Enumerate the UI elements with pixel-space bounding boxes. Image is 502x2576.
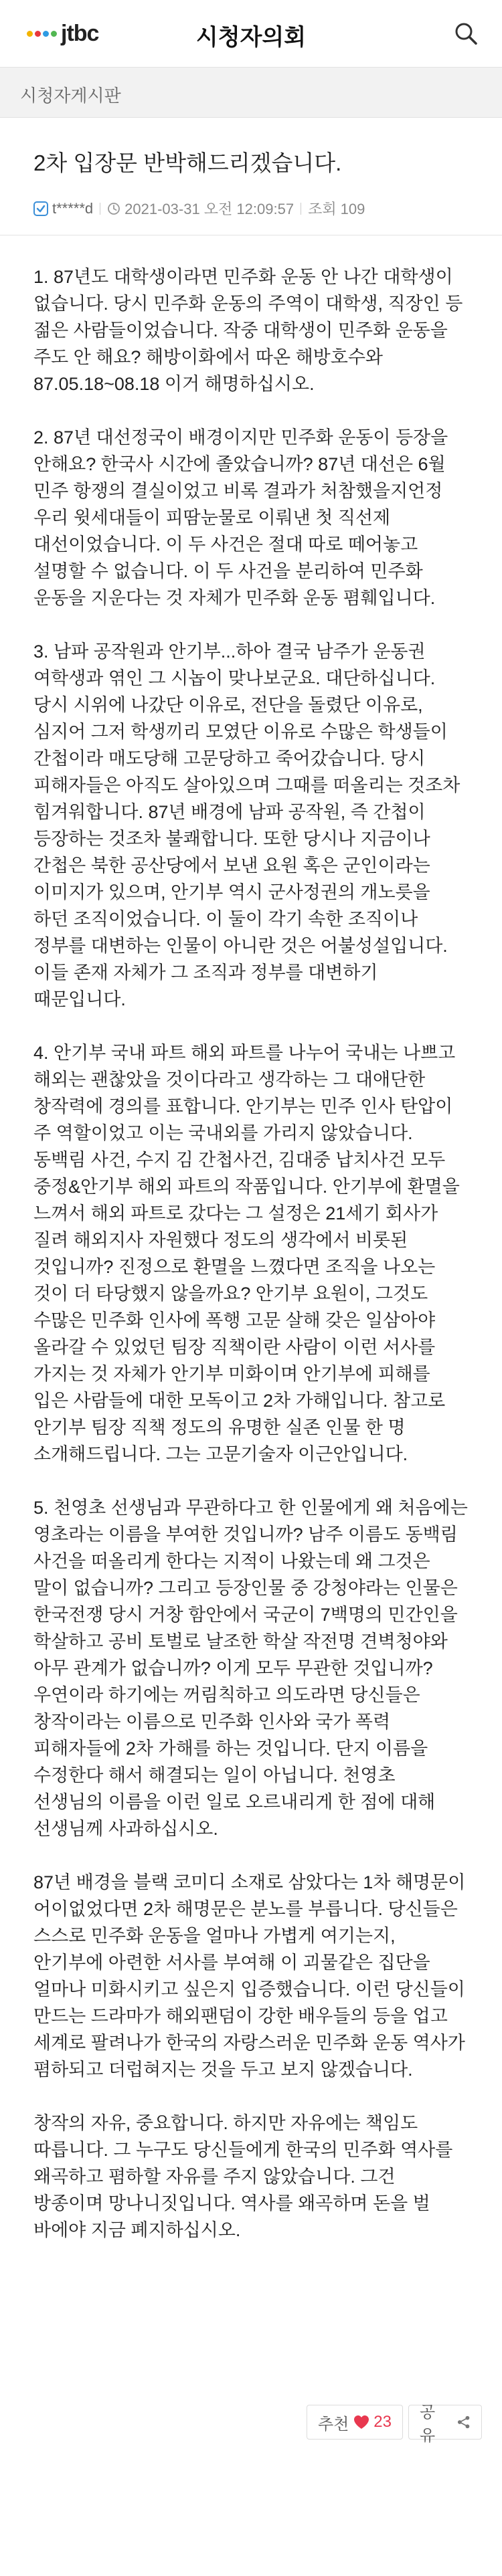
user-badge-icon xyxy=(33,201,48,216)
post-paragraph: 1. 87년도 대학생이라면 민주화 운동 안 나간 대학생이 없습니다. 당시 민주화 운동의 주역이 대학생, 직장인 등 젊은 사람들이었습니다. 작중 대학생이 민주화 운동을 주도 안 해요? 해방이화에서 따온 해방호수와 87.05.18~08.18 이거 해명하십시오. xyxy=(33,267,463,394)
post-paragraph: 2. 87년 대선정국이 배경이지만 민주화 운동이 등장을 안해요? 한국사 시간에 졸았습니까? 87년 대선은 6월 민주 항쟁의 결실이었고 비록 결과가 처참했을지언정 우리 윗세대들이 피땀눈물로 이뤄낸 첫 직선제 대선이었습니다. 이 두 사건은 절대 따로 떼어놓고 설명할 수 없습니다. 이 두 사건을 분리하여 민주화 운동을 지운다는 것 자체가 민주화 운동 폄훼입니다. xyxy=(33,427,448,608)
share-icon xyxy=(456,2415,471,2430)
post-container xyxy=(0,118,502,2576)
board-breadcrumb xyxy=(0,68,502,118)
post-paragraph: 3. 남파 공작원과 안기부...하아 결국 남주가 운동권 여학생과 엮인 그 시놉이 맞나보군요. 대단하십니다. 당시 시위에 나갔단 이유로, 전단을 돌렸단 이유로, 심지어 그저 학생끼리 모였단 이유로 수많은 학생들이 간첩이라 매도당해 고문당하고 죽어갔습니다. 당시 피해자들은 아직도 살아있으며 그때를 떠올리는 것조차 힘겨워합니다. 87년 배경에 남파 공작원, 즉 간첩이 등장하는 것조차 불쾌합니다. 또한 당시나 지금이나 간첩은 북한 공산당에서 보낸 요원 혹은 군인이라는 이미지가 있으며, 안기부 역시 군사정권의 개노릇을 하던 조직이었습니다. 이 둘이 각기 속한 조직이나 정부를 대변하는 인물이 아니란 것은 어불성설입니다. 이들 존재 자체가 그 조직과 정부를 대변하기 때문입니다. xyxy=(33,641,461,1009)
post-paragraph: 87년 배경을 블랙 코미디 소재로 삼았다는 1차 해명문이 어이없었다면 2차 해명문은 분노를 부릅니다. 당신들은 스스로 민주화 운동을 얼마나 가볍게 여기는지, 안기부에 아련한 서사를 부여해 이 괴물같은 집단을 얼마나 미화시키고 싶은지 입증했습니다. 이런 당신들이 만드는 드라마가 해외팬덤이 강한 배우들의 등을 업고 세계로 팔려나가 한국의 자랑스러운 민주화 운동 역사가 폄하되고 더럽혀지는 것을 두고 보지 않겠습니다. xyxy=(33,1872,466,2080)
top-app-bar xyxy=(0,0,502,68)
logo-text: jtbc xyxy=(61,20,99,46)
share-label: 공유 xyxy=(420,2403,436,2445)
post-views: 조회 109 xyxy=(308,201,365,217)
post-body xyxy=(33,264,470,2270)
clock-icon xyxy=(107,202,120,215)
heart-icon xyxy=(353,2414,370,2430)
like-count: 23 xyxy=(373,2413,392,2431)
search-button[interactable] xyxy=(452,20,479,47)
app-title: 시청자의회 xyxy=(195,25,307,50)
board-name-link[interactable]: 시청자게시판 xyxy=(20,86,121,106)
search-icon xyxy=(452,20,479,47)
post-paragraph: 창작의 자유, 중요합니다. 하지만 자유에는 책임도 따릅니다. 그 누구도 당신들에게 한국의 민주화 역사를 왜곡하고 폄하할 자유를 주지 않았습니다. 그건 방종이며 망나니짓입니다. 역사를 왜곡하며 돈을 벌 바에야 지금 폐지하십시오. xyxy=(33,2113,453,2240)
post-date: 2021-03-31 오전 12:09:57 xyxy=(124,201,295,217)
post-author[interactable]: t*****d xyxy=(52,199,94,217)
post-actions xyxy=(307,2403,482,2445)
post-title: 2차 입장문 반박해드리겠습니다. xyxy=(33,151,342,175)
like-label: 추천 xyxy=(318,2415,349,2434)
post-paragraph: 5. 천영초 선생님과 무관하다고 한 인물에게 왜 처음에는 영초라는 이름을 부여한 것입니까? 남주 이름도 동백림 사건을 떠올리게 한다는 지적이 나왔는데 왜 그것은 말이 없습니까? 그리고 등장인물 중 강청야라는 인물은 한국전쟁 당시 거창 함안에서 국군이 7백명의 민간인을 학살하고 공비 토벌로 날조한 학살 작전명 견벽청야와 아무 관계가 없습니까? 이게 모두 무관한 것입니까? 우연이라 하기에는 꺼림칙하고 의도라면 당신들은 창작이라는 이름으로 민주화 인사와 국가 폭력 피해자들에 2차 가해를 하는 것입니다. 단지 이름을 수정한다 해서 해결되는 일이 아닙니다. 천영초 선생님의 이름을 이런 일로 오르내리게 한 점에 대해 선생님께 사과하십시오. xyxy=(33,1498,468,1839)
post-meta xyxy=(33,198,365,219)
post-paragraph: 4. 안기부 국내 파트 해외 파트를 나누어 국내는 나쁘고 해외는 괜찮았을 것이다라고 생각하는 그 대애단한 창작력에 경의를 표합니다. 안기부는 민주 인사 탄압이 주 역할이었고 이는 국내외를 가리지 않았습니다. 동백림 사건, 수지 김 간첩사건, 김대중 납치사건 모두 중정&안기부 해외 파트의 작품입니다. 안기부에 환멸을 느껴서 해외 파트로 갔다는 그 설정은 21세기 회사가 질려 해외지사 자원했다 정도의 생각에서 비롯된 것입니까? 진정으로 환멸을 느꼈다면 조직을 나오는 것이 더 타당했지 않을까요? 안기부 요원이, 그것도 수많은 민주화 인사에 폭행 고문 살해 갖은 일삼아야 올라갈 수 있었던 팀장 직책이란 사람이 이런 서사를 가지는 것 자체가 안기부 미화이며 안기부에 피해를 입은 사람들에 대한 모독이고 2차 가해입니다. 참고로 안기부 팀장 직책 정도의 유명한 실존 인물 한 명 소개해드립니다. 그는 고문기술자 이근안입니다. xyxy=(33,1043,460,1464)
like-button[interactable] xyxy=(307,2405,403,2440)
share-button[interactable] xyxy=(408,2403,482,2445)
